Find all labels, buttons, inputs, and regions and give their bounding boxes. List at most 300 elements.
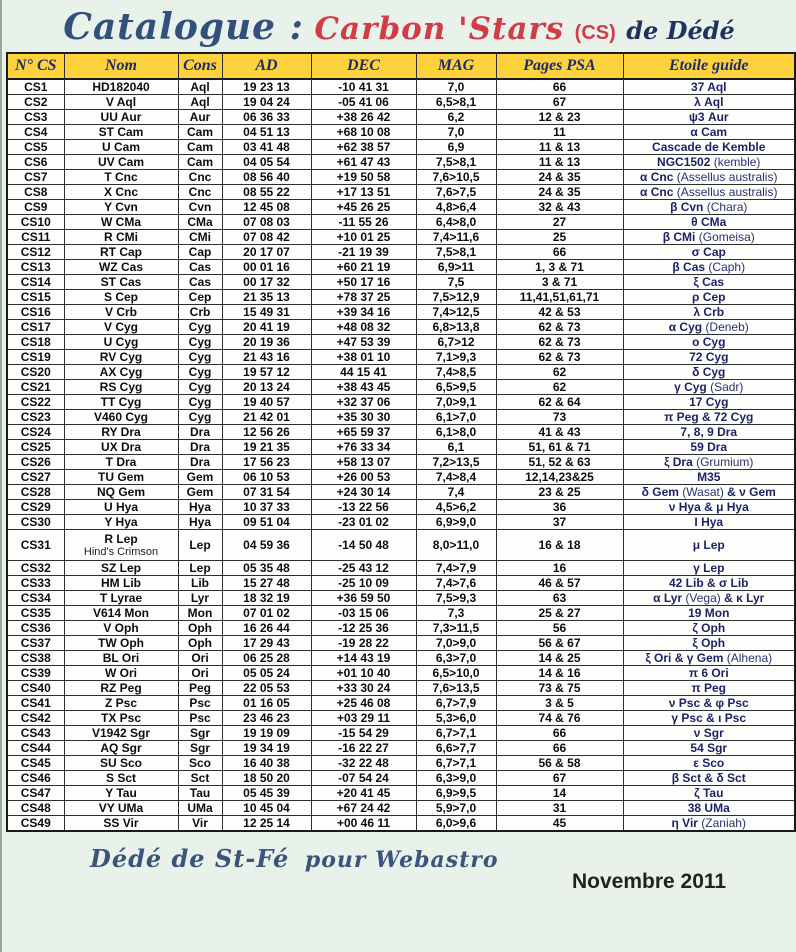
table-row: [7, 215, 795, 230]
cell-nom: UX Dra: [64, 440, 178, 455]
cell-nom: ST Cam: [64, 125, 178, 140]
cell-mag: 5,3>6,0: [416, 711, 496, 726]
cell-id: CS35: [7, 606, 64, 621]
cell-mag: 6,7>7,9: [416, 696, 496, 711]
cell-pages: 74 & 76: [496, 711, 623, 726]
cell-nom: RS Cyg: [64, 380, 178, 395]
cell-pages: 56 & 67: [496, 636, 623, 651]
cell-mag: 8,0>11,0: [416, 530, 496, 561]
cell-nom: UV Cam: [64, 155, 178, 170]
cell-cons: Dra: [178, 425, 222, 440]
cell-cons: Cyg: [178, 380, 222, 395]
cell-id: CS42: [7, 711, 64, 726]
cell-ad: 18 50 20: [222, 771, 311, 786]
cell-nom: V Oph: [64, 621, 178, 636]
cell-nom: W CMa: [64, 215, 178, 230]
cell-mag: 6,4>8,0: [416, 215, 496, 230]
cell-id: CS13: [7, 260, 64, 275]
cell-guide: μ Lep: [623, 530, 795, 561]
cell-id: CS12: [7, 245, 64, 260]
table-row: [7, 260, 795, 275]
table-row: [7, 500, 795, 515]
cell-ad: 04 51 13: [222, 125, 311, 140]
cell-ad: 06 10 53: [222, 470, 311, 485]
cell-ad: 19 40 57: [222, 395, 311, 410]
cell-pages: 24 & 35: [496, 170, 623, 185]
cell-dec: +58 13 07: [311, 455, 416, 470]
cell-dec: +03 29 11: [311, 711, 416, 726]
cell-pages: 16 & 18: [496, 530, 623, 561]
column-header-etoile-guide: Etoile guide: [623, 53, 795, 79]
cell-nom: V Cyg: [64, 320, 178, 335]
cell-guide: δ Gem (Wasat) & ν Gem: [623, 485, 795, 500]
cell-nom-subtitle: Hind's Crimson: [83, 546, 159, 558]
cell-cons: Cep: [178, 290, 222, 305]
cell-dec: -13 22 56: [311, 500, 416, 515]
cell-nom: TX Psc: [64, 711, 178, 726]
cell-ad: 21 43 16: [222, 350, 311, 365]
cell-id: CS46: [7, 771, 64, 786]
cell-ad: 07 31 54: [222, 485, 311, 500]
table-row: [7, 756, 795, 771]
cell-dec: -12 25 36: [311, 621, 416, 636]
cell-id: CS6: [7, 155, 64, 170]
cell-nom: Y Hya: [64, 515, 178, 530]
cell-ad: 19 19 09: [222, 726, 311, 741]
cell-ad: 05 05 24: [222, 666, 311, 681]
cell-guide: λ Crb: [623, 305, 795, 320]
table-row: [7, 410, 795, 425]
cell-guide: ξ Ori & γ Gem (Alhena): [623, 651, 795, 666]
cell-nom: T Cnc: [64, 170, 178, 185]
cell-nom: RZ Peg: [64, 681, 178, 696]
cell-ad: 05 45 39: [222, 786, 311, 801]
cell-dec: +00 46 11: [311, 816, 416, 832]
cell-dec: +26 00 53: [311, 470, 416, 485]
cell-ad: 19 21 35: [222, 440, 311, 455]
cell-dec: +20 41 45: [311, 786, 416, 801]
cell-ad: 06 36 33: [222, 110, 311, 125]
cell-pages: 42 & 53: [496, 305, 623, 320]
column-header-mag: MAG: [416, 53, 496, 79]
cell-mag: 7,4>8,5: [416, 365, 496, 380]
table-row: [7, 636, 795, 651]
cell-dec: -32 22 48: [311, 756, 416, 771]
cell-guide: I Hya: [623, 515, 795, 530]
cell-mag: 7,0: [416, 125, 496, 140]
cell-nom: R CMi: [64, 230, 178, 245]
cell-dec: +33 30 24: [311, 681, 416, 696]
column-header-ncs: N° CS: [7, 53, 64, 79]
cell-id: CS10: [7, 215, 64, 230]
cell-pages: 66: [496, 726, 623, 741]
cell-guide: π 6 Ori: [623, 666, 795, 681]
cell-mag: 6,9>9,5: [416, 786, 496, 801]
cell-pages: 25: [496, 230, 623, 245]
cell-dec: -23 01 02: [311, 515, 416, 530]
cell-dec: +47 53 39: [311, 335, 416, 350]
cell-pages: 3 & 5: [496, 696, 623, 711]
cell-cons: Hya: [178, 500, 222, 515]
cell-dec: +68 10 08: [311, 125, 416, 140]
cell-guide: π Peg: [623, 681, 795, 696]
cell-ad: 19 23 13: [222, 79, 311, 95]
cell-nom: AX Cyg: [64, 365, 178, 380]
cell-dec: +36 59 50: [311, 591, 416, 606]
cell-id: CS48: [7, 801, 64, 816]
cell-dec: -11 55 26: [311, 215, 416, 230]
cell-ad: 08 56 40: [222, 170, 311, 185]
cell-dec: +19 50 58: [311, 170, 416, 185]
table-row: [7, 741, 795, 756]
cell-mag: 7,0>9,1: [416, 395, 496, 410]
cell-pages: 14: [496, 786, 623, 801]
cell-mag: 7,0>9,0: [416, 636, 496, 651]
cell-dec: -05 41 06: [311, 95, 416, 110]
cell-cons: Cyg: [178, 365, 222, 380]
cell-guide: ξ Oph: [623, 636, 795, 651]
cell-pages: 63: [496, 591, 623, 606]
cell-pages: 11,41,51,61,71: [496, 290, 623, 305]
cell-ad: 19 34 19: [222, 741, 311, 756]
cell-id: CS34: [7, 591, 64, 606]
cell-dec: -07 54 24: [311, 771, 416, 786]
cell-pages: 16: [496, 561, 623, 576]
cell-guide: o Cyg: [623, 335, 795, 350]
cell-nom: AQ Sgr: [64, 741, 178, 756]
cell-mag: 7,0: [416, 79, 496, 95]
cell-cons: Cap: [178, 245, 222, 260]
cell-dec: -10 41 31: [311, 79, 416, 95]
cell-id: CS43: [7, 726, 64, 741]
cell-cons: Cam: [178, 155, 222, 170]
cell-cons: Sct: [178, 771, 222, 786]
cell-cons: Oph: [178, 621, 222, 636]
cell-ad: 07 01 02: [222, 606, 311, 621]
cell-mag: 7,5>8,1: [416, 155, 496, 170]
table-row: [7, 230, 795, 245]
cell-nom: TW Oph: [64, 636, 178, 651]
table-row: [7, 696, 795, 711]
cell-dec: 44 15 41: [311, 365, 416, 380]
table-row: [7, 335, 795, 350]
table-row: [7, 606, 795, 621]
table-row: [7, 380, 795, 395]
cell-pages: 62: [496, 380, 623, 395]
cell-guide: θ CMa: [623, 215, 795, 230]
cell-cons: Ori: [178, 666, 222, 681]
cell-pages: 62 & 73: [496, 335, 623, 350]
cell-id: CS36: [7, 621, 64, 636]
cell-ad: 20 41 19: [222, 320, 311, 335]
page-title: [2, 0, 796, 52]
cell-guide: 7, 8, 9 Dra: [623, 425, 795, 440]
cell-ad: 19 57 12: [222, 365, 311, 380]
cell-mag: 6,2: [416, 110, 496, 125]
cell-id: CS31: [7, 530, 64, 561]
cell-ad: 01 16 05: [222, 696, 311, 711]
title-catalogue: Catalogue :: [63, 6, 304, 48]
cell-id: CS27: [7, 470, 64, 485]
cell-id: CS1: [7, 79, 64, 95]
cell-guide: β Cvn (Chara): [623, 200, 795, 215]
cell-cons: Aur: [178, 110, 222, 125]
cell-guide: 38 UMa: [623, 801, 795, 816]
cell-dec: +45 26 25: [311, 200, 416, 215]
cell-id: CS8: [7, 185, 64, 200]
cell-cons: Cyg: [178, 350, 222, 365]
cell-dec: +38 26 42: [311, 110, 416, 125]
cell-id: CS30: [7, 515, 64, 530]
cell-cons: Cyg: [178, 410, 222, 425]
cell-dec: -19 28 22: [311, 636, 416, 651]
cell-dec: -16 22 27: [311, 741, 416, 756]
cell-cons: Cyg: [178, 335, 222, 350]
cell-nom: HD182040: [64, 79, 178, 95]
cell-mag: 4,8>6,4: [416, 200, 496, 215]
cell-cons: Dra: [178, 440, 222, 455]
cell-cons: Vir: [178, 816, 222, 832]
cell-nom: NQ Gem: [64, 485, 178, 500]
cell-cons: Cas: [178, 260, 222, 275]
column-header-dec: DEC: [311, 53, 416, 79]
cell-nom: RT Cap: [64, 245, 178, 260]
cell-guide: ν Sgr: [623, 726, 795, 741]
cell-pages: 3 & 71: [496, 275, 623, 290]
cell-nom: R Lep Hind's Crimson: [64, 530, 178, 561]
cell-pages: 51, 52 & 63: [496, 455, 623, 470]
cell-guide: 42 Lib & σ Lib: [623, 576, 795, 591]
cell-ad: 15 27 48: [222, 576, 311, 591]
cell-mag: 7,1>9,3: [416, 350, 496, 365]
column-header-cons: Cons: [178, 53, 222, 79]
cell-guide: ξ Dra (Grumium): [623, 455, 795, 470]
cell-dec: -14 50 48: [311, 530, 416, 561]
cell-pages: 67: [496, 95, 623, 110]
cell-ad: 05 35 48: [222, 561, 311, 576]
cell-cons: Gem: [178, 485, 222, 500]
cell-id: CS20: [7, 365, 64, 380]
column-header-nom: Nom: [64, 53, 178, 79]
cell-ad: 15 49 31: [222, 305, 311, 320]
cell-nom: UU Aur: [64, 110, 178, 125]
cell-mag: 6,9>9,0: [416, 515, 496, 530]
cell-id: CS44: [7, 741, 64, 756]
table-row: [7, 771, 795, 786]
signature: [90, 844, 499, 873]
cell-id: CS39: [7, 666, 64, 681]
cell-id: CS9: [7, 200, 64, 215]
cell-nom: U Hya: [64, 500, 178, 515]
cell-guide: 72 Cyg: [623, 350, 795, 365]
table-row: [7, 95, 795, 110]
table-row: [7, 651, 795, 666]
cell-cons: Tau: [178, 786, 222, 801]
table-row: [7, 576, 795, 591]
cell-mag: 7,6>10,5: [416, 170, 496, 185]
carbon-stars-table: [6, 52, 796, 832]
cell-pages: 66: [496, 741, 623, 756]
cell-mag: 7,2>13,5: [416, 455, 496, 470]
cell-id: CS25: [7, 440, 64, 455]
table-row: [7, 621, 795, 636]
table-row: [7, 515, 795, 530]
cell-nom: ST Cas: [64, 275, 178, 290]
table-row: [7, 530, 795, 561]
cell-dec: +67 24 42: [311, 801, 416, 816]
cell-pages: 62 & 73: [496, 320, 623, 335]
cell-ad: 12 56 26: [222, 425, 311, 440]
cell-pages: 14 & 25: [496, 651, 623, 666]
cell-mag: 6,5>8,1: [416, 95, 496, 110]
cell-cons: Sgr: [178, 741, 222, 756]
cell-guide: 17 Cyg: [623, 395, 795, 410]
cell-dec: +39 34 16: [311, 305, 416, 320]
cell-id: CS11: [7, 230, 64, 245]
signature-dedication: pour Webastro: [304, 847, 499, 873]
cell-nom: Y Tau: [64, 786, 178, 801]
table-body: [7, 79, 795, 831]
table-row: [7, 470, 795, 485]
table-row: [7, 801, 795, 816]
cell-guide: σ Cap: [623, 245, 795, 260]
cell-pages: 62 & 73: [496, 350, 623, 365]
cell-id: CS37: [7, 636, 64, 651]
cell-id: CS3: [7, 110, 64, 125]
cell-nom: RY Dra: [64, 425, 178, 440]
cell-mag: 7,6>13,5: [416, 681, 496, 696]
cell-pages: 12,14,23&25: [496, 470, 623, 485]
cell-dec: -15 54 29: [311, 726, 416, 741]
cell-ad: 03 41 48: [222, 140, 311, 155]
title-carbon-stars: Carbon 'Stars: [314, 11, 565, 47]
cell-nom: V Aql: [64, 95, 178, 110]
table-row: [7, 125, 795, 140]
cell-pages: 27: [496, 215, 623, 230]
table-row: [7, 591, 795, 606]
cell-nom: X Cnc: [64, 185, 178, 200]
table-row: [7, 561, 795, 576]
cell-mag: 7,4>8,4: [416, 470, 496, 485]
table-row: [7, 275, 795, 290]
cell-dec: +48 08 32: [311, 320, 416, 335]
cell-guide: NGC1502 (kemble): [623, 155, 795, 170]
date-label: Novembre 2011: [572, 870, 727, 893]
table-row: [7, 425, 795, 440]
cell-guide: 59 Dra: [623, 440, 795, 455]
cell-mag: 7,5>9,3: [416, 591, 496, 606]
cell-cons: Psc: [178, 711, 222, 726]
cell-dec: +60 21 19: [311, 260, 416, 275]
cell-guide: 54 Sgr: [623, 741, 795, 756]
cell-mag: 6,9: [416, 140, 496, 155]
table-row: [7, 485, 795, 500]
cell-cons: Dra: [178, 455, 222, 470]
cell-ad: 23 46 23: [222, 711, 311, 726]
cell-cons: Aql: [178, 79, 222, 95]
cell-pages: 36: [496, 500, 623, 515]
cell-nom: V460 Cyg: [64, 410, 178, 425]
cell-cons: Sco: [178, 756, 222, 771]
cell-nom: SU Sco: [64, 756, 178, 771]
cell-dec: +17 13 51: [311, 185, 416, 200]
table-row: [7, 200, 795, 215]
cell-ad: 04 05 54: [222, 155, 311, 170]
cell-nom: SZ Lep: [64, 561, 178, 576]
cell-pages: 41 & 43: [496, 425, 623, 440]
cell-mag: 7,4>7,6: [416, 576, 496, 591]
cell-cons: Cyg: [178, 395, 222, 410]
cell-dec: -25 10 09: [311, 576, 416, 591]
cell-ad: 07 08 03: [222, 215, 311, 230]
cell-pages: 66: [496, 245, 623, 260]
table-row: [7, 816, 795, 832]
cell-mag: 5,9>7,0: [416, 801, 496, 816]
cell-ad: 09 51 04: [222, 515, 311, 530]
cell-guide: η Vir (Zaniah): [623, 816, 795, 832]
table-row: [7, 185, 795, 200]
column-header-ad: AD: [222, 53, 311, 79]
cell-pages: 1, 3 & 71: [496, 260, 623, 275]
cell-guide: ε Sco: [623, 756, 795, 771]
cell-id: CS38: [7, 651, 64, 666]
cell-id: CS33: [7, 576, 64, 591]
cell-dec: +10 01 25: [311, 230, 416, 245]
table-row: [7, 455, 795, 470]
title-cs-abbreviation: (CS): [574, 22, 616, 44]
cell-dec: +78 37 25: [311, 290, 416, 305]
cell-ad: 07 08 42: [222, 230, 311, 245]
cell-cons: Hya: [178, 515, 222, 530]
table-row: [7, 305, 795, 320]
table-row: [7, 140, 795, 155]
cell-id: CS26: [7, 455, 64, 470]
table-row: [7, 365, 795, 380]
cell-guide: ν Psc & φ Psc: [623, 696, 795, 711]
cell-mag: 6,7>7,1: [416, 756, 496, 771]
cell-pages: 56: [496, 621, 623, 636]
cell-ad: 00 01 16: [222, 260, 311, 275]
cell-pages: 12 & 23: [496, 110, 623, 125]
cell-cons: Lep: [178, 530, 222, 561]
cell-nom: HM Lib: [64, 576, 178, 591]
cell-dec: -21 19 39: [311, 245, 416, 260]
cell-id: CS29: [7, 500, 64, 515]
cell-nom: S Cep: [64, 290, 178, 305]
cell-nom: U Cam: [64, 140, 178, 155]
signature-name: Dédé de St-Fé: [90, 844, 290, 873]
cell-cons: CMi: [178, 230, 222, 245]
cell-pages: 56 & 58: [496, 756, 623, 771]
cell-id: CS24: [7, 425, 64, 440]
cell-mag: 7,5>12,9: [416, 290, 496, 305]
cell-guide: ζ Oph: [623, 621, 795, 636]
cell-ad: 22 05 53: [222, 681, 311, 696]
cell-cons: Lib: [178, 576, 222, 591]
cell-dec: +38 43 45: [311, 380, 416, 395]
cell-ad: 20 13 24: [222, 380, 311, 395]
cell-mag: 7,5: [416, 275, 496, 290]
cell-dec: +62 38 57: [311, 140, 416, 155]
cell-nom: SS Vir: [64, 816, 178, 832]
cell-nom: WZ Cas: [64, 260, 178, 275]
cell-pages: 23 & 25: [496, 485, 623, 500]
cell-id: CS28: [7, 485, 64, 500]
cell-guide: α Cnc (Assellus australis): [623, 185, 795, 200]
cell-dec: +76 33 34: [311, 440, 416, 455]
cell-mag: 6,6>7,7: [416, 741, 496, 756]
cell-ad: 20 19 36: [222, 335, 311, 350]
